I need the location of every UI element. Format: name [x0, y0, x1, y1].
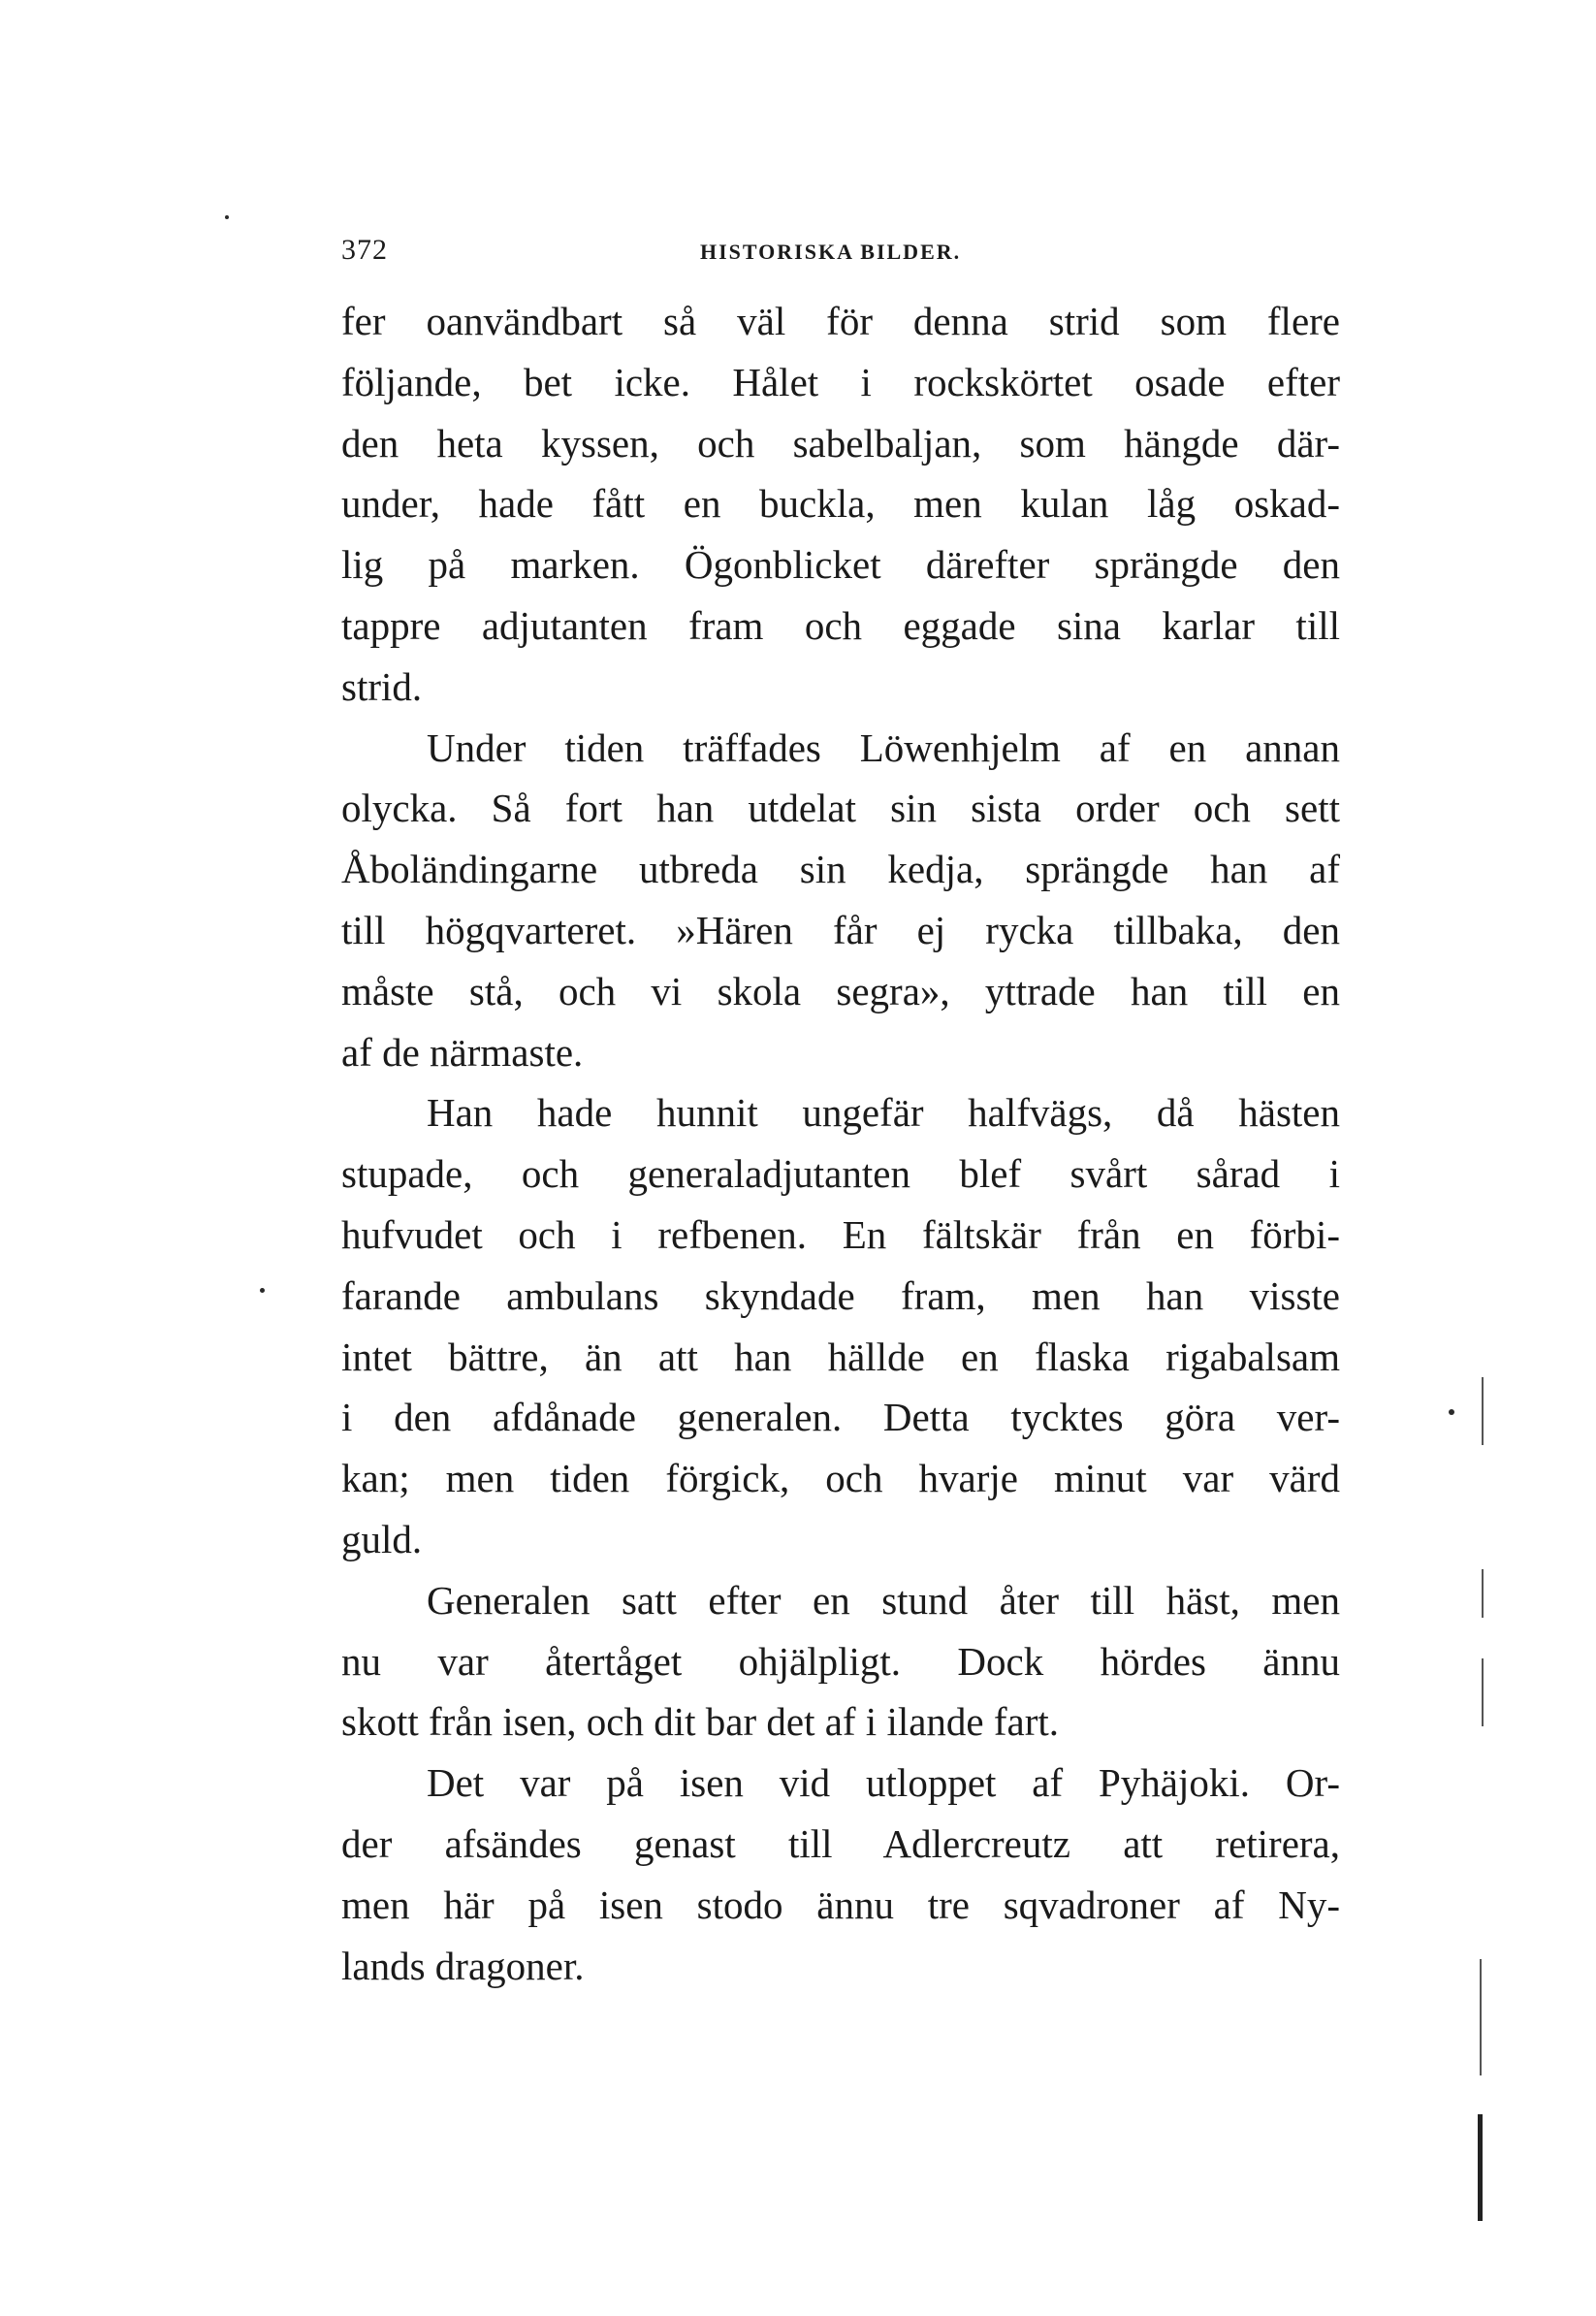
text-line: olycka. Så fort han utdelat sin sista order och sett	[341, 786, 1340, 831]
page-number: 372	[341, 234, 388, 266]
text-line: Han hade hunnit ungefär halfvägs, då hästen	[427, 1090, 1340, 1136]
text-line: kan; men tiden förgick, och hvarje minut var värd	[341, 1456, 1340, 1501]
scan-speck	[260, 1288, 265, 1293]
text-line: strid.	[341, 663, 423, 709]
paragraph-1	[341, 291, 1340, 718]
text-line: under, hade fått en buckla, men kulan låg oskad-	[341, 481, 1340, 527]
scan-speck	[225, 215, 229, 219]
scan-speck	[1449, 1409, 1454, 1415]
scan-line	[1480, 1959, 1482, 2075]
scan-line	[1478, 2114, 1483, 2221]
text-line: till högqvarteret. »Hären får ej rycka tillbaka, den	[341, 907, 1340, 952]
running-head: HISTORISKA BILDER.	[700, 240, 962, 264]
text-line: men här på isen stodo ännu tre sqvadroner af Ny-	[341, 1882, 1340, 1927]
text-line: stupade, och generaladjutanten blef svårt sårad i	[341, 1151, 1340, 1197]
text-line: der afsändes genast till Adlercreutz att retirera,	[341, 1820, 1340, 1866]
text-line: farande ambulans skyndade fram, men han visste	[341, 1272, 1340, 1318]
text-line: skott från isen, och dit bar det af i ilande fart.	[341, 1699, 1060, 1745]
text-line: lands dragoner.	[341, 1943, 585, 1988]
page-header	[341, 231, 1340, 270]
text-line: den heta kyssen, och sabelbaljan, som hängde där-	[341, 420, 1340, 466]
body-text	[341, 291, 1340, 1996]
text-line: Under tiden träffades Löwenhjelm af en annan	[427, 724, 1340, 770]
text-line: Åboländingarne utbreda sin kedja, sprängde han af	[341, 847, 1340, 892]
scan-line	[1482, 1377, 1484, 1445]
scan-line	[1482, 1658, 1484, 1726]
text-line: nu var återtåget ohjälpligt. Dock hördes ännu	[341, 1638, 1340, 1684]
paragraph-5	[341, 1753, 1340, 1996]
text-line: tappre adjutanten fram och eggade sina karlar till	[341, 602, 1340, 648]
text-line: guld.	[341, 1516, 423, 1561]
text-line: lig på marken. Ögonblicket därefter sprängde den	[341, 542, 1340, 588]
text-line: fer oanvändbart så väl för denna strid som flere	[341, 299, 1340, 343]
text-line: måste stå, och vi skola segra», yttrade han till en	[341, 968, 1340, 1013]
text-line: af de närmaste.	[341, 1029, 584, 1075]
paragraph-4	[341, 1570, 1340, 1753]
text-line: följande, bet icke. Hålet i rockskörtet osade efter	[341, 359, 1340, 404]
paragraph-2	[341, 718, 1340, 1083]
text-line: intet bättre, än att han hällde en flaska rigabalsam	[341, 1334, 1340, 1379]
paragraph-3	[341, 1082, 1340, 1569]
text-line: Det var på isen vid utloppet af Pyhäjoki. Or-	[427, 1760, 1340, 1806]
text-line: i den afdånade generalen. Detta tycktes göra ver-	[341, 1395, 1340, 1440]
scan-line	[1482, 1569, 1484, 1618]
text-line: Generalen satt efter en stund åter till häst, men	[427, 1577, 1340, 1623]
text-line: hufvudet och i refbenen. En fältskär från en förbi-	[341, 1211, 1340, 1257]
